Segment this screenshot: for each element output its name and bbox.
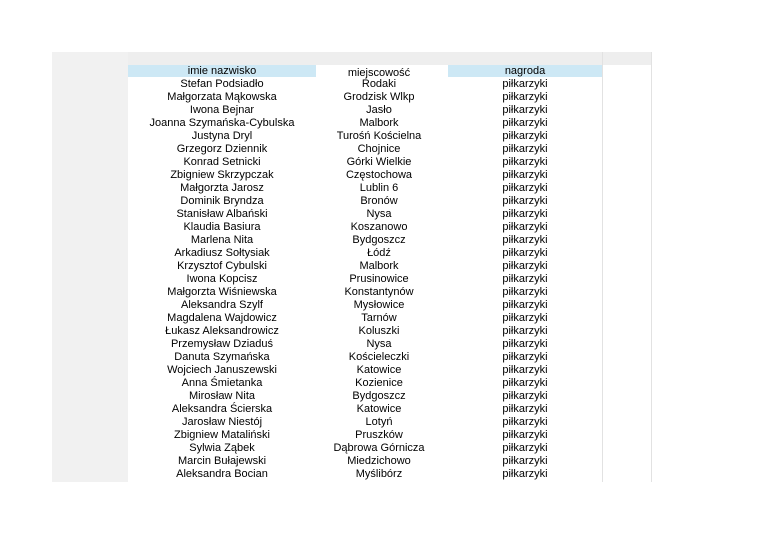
top-strip <box>52 52 652 65</box>
table-row <box>128 442 602 455</box>
table-row <box>128 104 602 117</box>
name-cell[interactable]: Anna Śmietanka <box>181 377 263 389</box>
table-row <box>128 403 602 416</box>
name-cell[interactable]: Aleksandra Ścierska <box>171 403 273 415</box>
table-row <box>128 221 602 234</box>
prize-cell[interactable]: piłkarzyki <box>502 247 548 259</box>
prize-cell[interactable]: piłkarzyki <box>502 403 548 415</box>
header-prize[interactable]: nagroda <box>504 65 546 77</box>
prize-cell[interactable]: piłkarzyki <box>502 351 548 363</box>
prize-cell[interactable]: piłkarzyki <box>502 130 548 142</box>
table-row <box>128 390 602 403</box>
prize-cell[interactable]: piłkarzyki <box>502 429 548 441</box>
prize-cell[interactable]: piłkarzyki <box>502 455 548 467</box>
city-cell[interactable]: Rodaki <box>361 78 397 90</box>
city-cell[interactable]: Koluszki <box>358 325 400 337</box>
city-cell[interactable]: Nysa <box>366 208 392 220</box>
prize-cell[interactable]: piłkarzyki <box>502 234 548 246</box>
column-divider <box>651 52 652 482</box>
prize-cell[interactable]: piłkarzyki <box>502 221 548 233</box>
city-cell[interactable]: Nysa <box>366 338 392 350</box>
prize-cell[interactable]: piłkarzyki <box>502 442 548 454</box>
name-cell[interactable]: Marlena Nita <box>190 234 254 246</box>
prize-cell[interactable]: piłkarzyki <box>502 377 548 389</box>
table-row <box>128 364 602 377</box>
name-cell[interactable]: Justyna Dryl <box>191 130 253 142</box>
table-row <box>128 468 602 481</box>
prize-cell[interactable]: piłkarzyki <box>502 117 548 129</box>
name-cell[interactable]: Łukasz Aleksandrowicz <box>165 325 279 337</box>
prize-cell[interactable]: piłkarzyki <box>502 364 548 376</box>
table-row <box>128 299 602 312</box>
city-cell[interactable]: Górki Wielkie <box>346 156 412 168</box>
name-cell[interactable]: Zbigniew Skrzypczak <box>170 169 274 181</box>
city-cell[interactable]: Malbork <box>359 117 399 129</box>
prize-cell[interactable]: piłkarzyki <box>502 286 548 298</box>
table-row <box>128 208 602 221</box>
name-cell[interactable]: Aleksandra Szylf <box>181 299 263 311</box>
city-cell[interactable]: Chojnice <box>357 143 401 155</box>
city-cell[interactable]: Koszanowo <box>350 221 408 233</box>
table-row <box>128 156 602 169</box>
table-row <box>128 78 602 91</box>
prize-cell[interactable]: piłkarzyki <box>502 416 548 428</box>
prize-cell[interactable]: piłkarzyki <box>502 325 548 337</box>
city-cell[interactable]: Lotyń <box>365 416 393 428</box>
name-cell[interactable]: Marcin Bułajewski <box>177 455 267 467</box>
prize-cell[interactable]: piłkarzyki <box>502 143 548 155</box>
prize-cell[interactable]: piłkarzyki <box>502 195 548 207</box>
table-row <box>128 338 602 351</box>
name-cell[interactable]: Iwona Bejnar <box>189 104 255 116</box>
name-cell[interactable]: Małgorzata Mąkowska <box>167 91 277 103</box>
table-row <box>128 273 602 286</box>
city-cell[interactable]: Bronów <box>360 195 398 207</box>
table-row <box>128 286 602 299</box>
name-cell[interactable]: Joanna Szymańska-Cybulska <box>149 117 295 129</box>
name-cell[interactable]: Wojciech Januszewski <box>167 364 277 376</box>
city-cell[interactable]: Katowice <box>356 403 402 415</box>
prize-cell[interactable]: piłkarzyki <box>502 169 548 181</box>
name-cell[interactable]: Arkadiusz Sołtysiak <box>174 247 270 259</box>
prize-cell[interactable]: piłkarzyki <box>502 91 548 103</box>
city-cell[interactable]: Miedzichowo <box>347 455 411 467</box>
table-row <box>128 312 602 325</box>
name-cell[interactable]: Sylwia Ząbek <box>189 442 255 454</box>
name-cell[interactable]: Danuta Szymańska <box>174 351 270 363</box>
city-cell[interactable]: Prusinowice <box>349 273 409 285</box>
name-cell[interactable]: Dominik Bryndza <box>180 195 264 207</box>
table-row <box>128 143 602 156</box>
table-row <box>128 234 602 247</box>
city-cell[interactable]: Pruszków <box>355 429 403 441</box>
city-cell[interactable]: Dąbrowa Górnicza <box>333 442 425 454</box>
prize-cell[interactable]: piłkarzyki <box>502 208 548 220</box>
table-row <box>128 325 602 338</box>
city-cell[interactable]: Myślibórz <box>355 468 403 480</box>
city-cell[interactable]: Malbork <box>359 260 399 272</box>
table-row <box>128 377 602 390</box>
name-cell[interactable]: Grzegorz Dziennik <box>176 143 268 155</box>
name-cell[interactable]: Zbigniew Mataliński <box>174 429 270 441</box>
prize-cell[interactable]: piłkarzyki <box>502 299 548 311</box>
name-cell[interactable]: Stefan Podsiadło <box>180 78 264 90</box>
city-cell[interactable]: Lublin 6 <box>359 182 399 194</box>
table-row <box>128 169 602 182</box>
table-row <box>128 91 602 104</box>
name-cell[interactable]: Iwona Kopcisz <box>186 273 258 285</box>
table-row <box>128 195 602 208</box>
prize-cell[interactable]: piłkarzyki <box>502 104 548 116</box>
table-row <box>128 182 602 195</box>
table-row <box>128 455 602 468</box>
name-cell[interactable]: Konrad Setnicki <box>183 156 261 168</box>
city-cell[interactable]: Katowice <box>356 364 402 376</box>
city-cell[interactable]: Jasło <box>366 104 392 116</box>
city-cell[interactable]: Konstantynów <box>344 286 414 298</box>
city-cell[interactable]: Bydgoszcz <box>352 234 406 246</box>
table-row <box>128 416 602 429</box>
name-cell[interactable]: Klaudia Basiura <box>183 221 261 233</box>
table-row <box>128 260 602 273</box>
name-cell[interactable]: Krzysztof Cybulski <box>177 260 267 272</box>
prize-cell[interactable]: piłkarzyki <box>502 78 548 90</box>
prize-cell[interactable]: piłkarzyki <box>502 156 548 168</box>
city-cell[interactable]: Turośń Kościelna <box>336 130 422 142</box>
name-cell[interactable]: Małgorzta Wiśniewska <box>167 286 277 298</box>
table-row <box>128 247 602 260</box>
prize-cell[interactable]: piłkarzyki <box>502 468 548 480</box>
city-cell[interactable]: Kozienice <box>355 377 403 389</box>
prize-cell[interactable]: piłkarzyki <box>502 338 548 350</box>
name-cell[interactable]: Magdalena Wajdowicz <box>167 312 277 324</box>
column-divider <box>602 52 603 482</box>
prize-cell[interactable]: piłkarzyki <box>502 260 548 272</box>
prize-cell[interactable]: piłkarzyki <box>502 273 548 285</box>
name-cell[interactable]: Małgorzta Jarosz <box>180 182 264 194</box>
row-header-gutter <box>52 52 128 482</box>
city-cell[interactable]: Bydgoszcz <box>352 390 406 402</box>
city-cell[interactable]: Grodzisk Wlkp <box>343 91 415 103</box>
table-row <box>128 130 602 143</box>
name-cell[interactable]: Mirosław Nita <box>188 390 255 402</box>
table-row <box>128 429 602 442</box>
name-cell[interactable]: Przemysław Dziaduś <box>170 338 274 350</box>
spreadsheet-table <box>128 65 602 481</box>
name-cell[interactable]: Jarosław Niestój <box>181 416 263 428</box>
prize-cell[interactable]: piłkarzyki <box>502 182 548 194</box>
prize-cell[interactable]: piłkarzyki <box>502 312 548 324</box>
table-row <box>128 117 602 130</box>
city-cell[interactable]: Mysłowice <box>353 299 405 311</box>
header-name[interactable]: imie nazwisko <box>187 65 257 77</box>
city-cell[interactable]: Częstochowa <box>345 169 413 181</box>
city-cell[interactable]: Kościeleczki <box>348 351 410 363</box>
name-cell[interactable]: Aleksandra Bocian <box>176 468 268 480</box>
header-city[interactable]: miejscowość <box>347 67 411 79</box>
prize-cell[interactable]: piłkarzyki <box>502 390 548 402</box>
header-row <box>128 65 602 78</box>
city-cell[interactable]: Łódź <box>367 247 391 259</box>
city-cell[interactable]: Tarnów <box>361 312 397 324</box>
name-cell[interactable]: Stanisław Albański <box>176 208 268 220</box>
table-row <box>128 351 602 364</box>
